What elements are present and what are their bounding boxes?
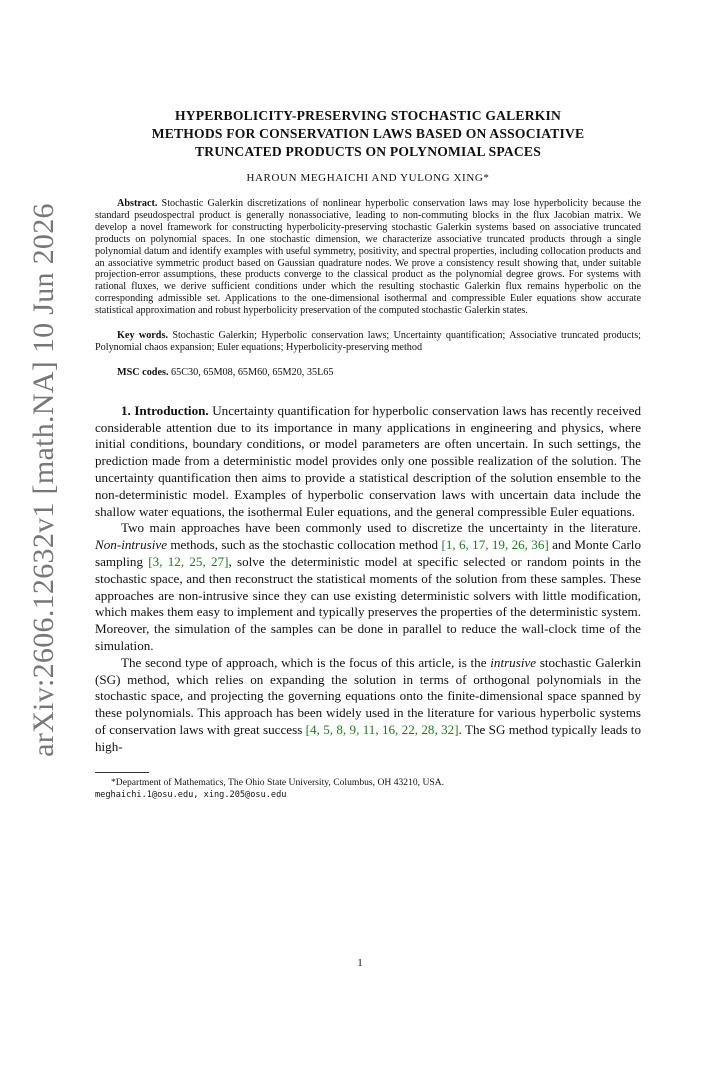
intro-paragraph-3 [95, 655, 641, 756]
paper-title [95, 107, 641, 161]
emphasis-intrusive: intrusive [490, 654, 537, 670]
intro-paragraph-1 [95, 403, 641, 521]
paragraph-text: and Monte Carlo sampling [95, 537, 641, 569]
paragraph-text: Uncertainty quantification for hyperbolic conservation laws has recently received considerable attention due to its importance in many applications in engineering and physics, where initial conditions, boundary conditions, or model parameters are often uncertain. In such settings, the prediction made from a deterministic model provides only one possible realization of the solution. The uncertainty quantification then aims to provide a statistical description of the solution ensemble to the non-deterministic model. Examples of hyperbolic conservation laws with uncertain data include the shallow water equations, the isothermal Euler equations, and the general compressible Euler equations. [95, 402, 642, 519]
abstract [95, 198, 641, 317]
intro-paragraph-2 [95, 520, 641, 654]
footnote-divider [95, 772, 149, 773]
abstract-text: Stochastic Galerkin discretizations of nonlinear hyperbolic conservation laws may lose hyperbolicity because the standard pseudospectral product is generally nonassociative, leading to non-commuting blocks in the flux Jacobian matrix. We develop a novel framework for constructing hyperbolicity-preserving stochastic Galerkin systems based on associative truncated products on polynomial spaces. In one stochastic dimension, we characterize associative truncated products through a single polynomial datum and identify examples with useful symmetry, positivity, and spectral properties, including collocation products and an associative symmetric product based on Gaussian quadrature nodes. We prove a consistency result showing that, under suitable projection-error assumptions, these products converge to the classical product as the polynomial degree grows. For systems with rational fluxes, we derive sufficient conditions under which the resulting stochastic Galerkin flux remains hyperbolic on the corresponding admissible set. Applications to the one-dimensional isothermal and compressible Euler equations show accurate statistical approximation and robust hyperbolicity preservation of the computed stochastic Galerkin states. [95, 198, 642, 317]
footnote [95, 777, 641, 802]
arxiv-identifier: arXiv:2606.12632v1 [math.NA] 10 Jun 2026 [27, 203, 60, 757]
paragraph-text: . The SG method typically leads to high- [95, 721, 641, 754]
msc-text: 65C30, 65M08, 65M60, 65M20, 35L65 [171, 366, 334, 378]
emphasis-non-intrusive: Non-intrusive [95, 537, 168, 553]
keywords [95, 330, 641, 354]
citation-link[interactable]: [1, 6, 17, 19, 26, 36] [441, 537, 549, 553]
footnote-emails[interactable]: meghaichi.1@osu.edu, xing.205@osu.edu [95, 789, 287, 800]
title-line: HYPERBOLICITY-PRESERVING STOCHASTIC GALERKIN [174, 108, 561, 123]
msc-label: MSC codes. [117, 366, 169, 378]
citation-link[interactable]: [4, 5, 8, 9, 11, 16, 22, 28, 32] [305, 721, 459, 737]
paragraph-text: stochastic Galerkin (SG) method, which relies on expanding the solution in terms of orthogonal polynomials in the stochastic space, and projecting the governing equations onto the finite-dimensional space spanned by these polynomials. This approach has been widely used in the literature for various hyperbolic systems of conservation laws with great success [95, 654, 641, 737]
msc-codes [95, 367, 641, 379]
title-line: METHODS FOR CONSERVATION LAWS BASED ON ASSOCIATIVE [151, 126, 585, 141]
arxiv-side-stamp [14, 203, 74, 757]
paragraph-text: , solve the deterministic model at specific selected or random points in the stochastic space, and then reconstruct the statistical moments of the solution from these samples. These approaches are non-intrusive since they can use existing deterministic solvers with little modification, which makes them easy to implement and typically preserves the properties of the deterministic system. Moreover, the simulation of the samples can be done in parallel to reduce the wall-clock time of the simulation. [95, 553, 641, 653]
paragraph-text: The second type of approach, which is the focus of this article, is the [121, 654, 487, 670]
keywords-label: Key words. [117, 330, 168, 342]
page-number: 1 [357, 957, 363, 969]
paragraph-text: Two main approaches have been commonly used to discretize the uncertainty in the literature. [121, 520, 641, 536]
footnote-affiliation: *Department of Mathematics, The Ohio State University, Columbus, OH 43210, USA. [111, 776, 445, 788]
title-line: TRUNCATED PRODUCTS ON POLYNOMIAL SPACES [195, 144, 541, 159]
paragraph-text: methods, such as the stochastic collocation method [170, 537, 439, 553]
citation-link[interactable]: [3, 12, 25, 27] [148, 553, 229, 569]
paper-page [95, 107, 641, 801]
author-list: HAROUN MEGHAICHI AND YULONG XING* [246, 172, 490, 184]
abstract-label: Abstract. [117, 198, 158, 209]
keywords-text: Stochastic Galerkin; Hyperbolic conservation laws; Uncertainty quantification; Associative truncated products; Polynomial chaos expansion; Euler equations; Hyperbolicity-preserving method [95, 330, 642, 353]
section-heading: 1. Introduction. [121, 402, 209, 418]
